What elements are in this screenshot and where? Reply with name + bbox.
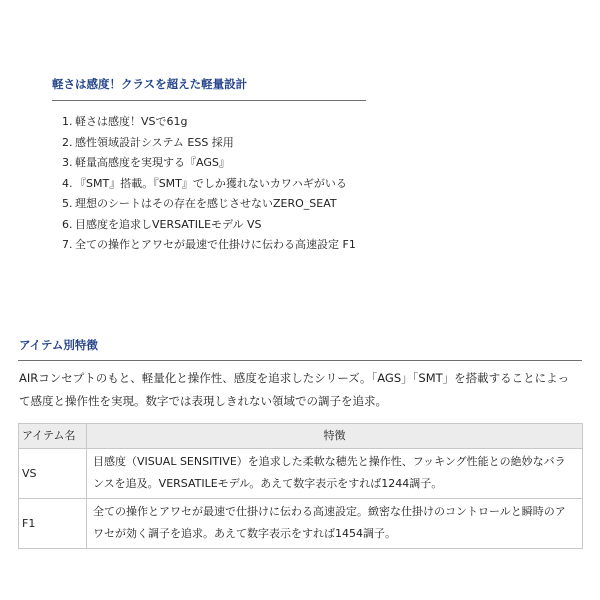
list-item-number: 5.: [62, 197, 73, 210]
list-item-text: 目感度を追求しVERSATILEモデル VS: [75, 217, 262, 231]
list-item: [52, 133, 366, 154]
series-description: AIRコンセプトのもと、軽量化と操作性、感度を追求したシリーズ。「AGS」「SMT」を搭載することによって感度と操作性を実現。数字では表現しきれない領域での調子を追求。: [19, 371, 570, 408]
list-item-text: 理想のシートはその存在を感じさせないZERO_SEAT: [75, 197, 337, 210]
list-item-text: 感性領域設計システム ESS 採用: [75, 135, 234, 149]
item-name-cell: VS: [19, 449, 87, 499]
header-item-name: アイテム名: [19, 424, 87, 449]
features-list: [52, 112, 366, 256]
list-item-text: 『SMT』搭載。『SMT』でしか獲れないカワハギがいる: [75, 176, 347, 190]
features-heading: 軽さは感度！クラスを超えた軽量設計: [52, 76, 366, 101]
list-item: [52, 112, 366, 133]
item-feature-cell: 目感度（VISUAL SENSITIVE）を追求した柔軟な穂先と操作性、フッキング性能との絶妙なバランスを追及。VERSATILEモデル。あえて数字表示をすれば1244調子。: [87, 449, 583, 499]
list-item: [52, 194, 366, 215]
list-item-number: 7.: [62, 238, 73, 251]
table-row: [19, 449, 583, 499]
list-item-text: 全ての操作とアワセが最速で仕掛けに伝わる高速設定 F1: [75, 238, 356, 251]
item-features-table: [18, 423, 583, 549]
list-item: [52, 235, 366, 256]
list-item-number: 2.: [62, 135, 73, 149]
features-section: [52, 76, 366, 256]
list-item: [52, 174, 366, 195]
list-item: [52, 153, 366, 174]
table-row: [19, 499, 583, 549]
list-item-text: 軽さは感度！VSで61g: [75, 115, 188, 128]
list-item: [52, 215, 366, 236]
header-feature: 特徴: [87, 424, 583, 449]
list-item-number: 6.: [62, 217, 73, 231]
item-features-heading: アイテム別特徴: [18, 337, 582, 361]
list-item-number: 4.: [62, 176, 73, 190]
table-header-row: [19, 424, 583, 449]
item-features-section: [18, 337, 582, 549]
item-name-cell: F1: [19, 499, 87, 549]
list-item-text: 軽量高感度を実現する『AGS』: [75, 156, 230, 169]
item-feature-cell: 全ての操作とアワセが最速で仕掛けに伝わる高速設定。緻密な仕掛けのコントロールと瞬時のアワセが効く調子を追求。あえて数字表示をすれば1454調子。: [87, 499, 583, 549]
list-item-number: 1.: [62, 115, 73, 128]
list-item-number: 3.: [62, 156, 73, 169]
